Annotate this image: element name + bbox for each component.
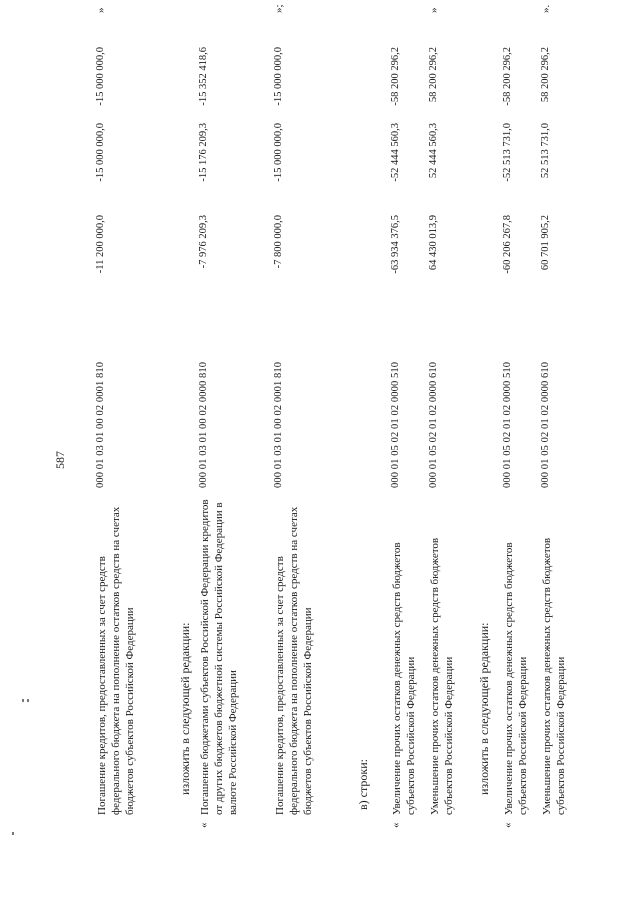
row-description: Погашение кредитов, предоставленных за счет средств федерального бюджета на пополнение остатков средств на счетах бюджетов субъектов Российской Федерации: [96, 506, 136, 815]
opening-quote: «: [198, 822, 210, 828]
opening-quote: «: [390, 822, 402, 828]
value-year-3: 58 200 296,2: [540, 47, 551, 103]
scan-speck: [22, 699, 24, 702]
budget-code: 000 01 05 02 01 02 0000 610: [428, 361, 439, 488]
value-year-2: -15 000 000,0: [273, 123, 284, 182]
row-description: Уменьшение прочих остатков денежных средств бюджетов субъектов Российской Федерации: [429, 537, 455, 815]
value-year-2: -52 513 731,0: [502, 123, 513, 182]
scan-speck: [27, 699, 29, 702]
value-year-3: -15 352 418,6: [198, 47, 209, 106]
value-year-1: -11 200 000,0: [95, 215, 106, 274]
value-year-3: -15 000 000,0: [273, 47, 284, 106]
value-year-2: 52 444 560,3: [428, 123, 439, 179]
value-year-3: -15 000 000,0: [95, 47, 106, 106]
budget-code: 000 01 05 02 01 02 0000 610: [540, 361, 551, 488]
closing-quote: »: [95, 7, 107, 13]
row-description: Уменьшение прочих остатков денежных средств бюджетов субъектов Российской Федерации: [541, 537, 567, 815]
page-number: 587: [53, 451, 67, 469]
scan-speck: [12, 832, 14, 835]
opening-quote: «: [502, 822, 514, 828]
budget-code: 000 01 05 02 01 02 0000 510: [502, 361, 513, 488]
value-year-3: -58 200 296,2: [502, 47, 513, 106]
section-subheading: в) строки:: [356, 759, 370, 810]
value-year-1: 60 701 905,2: [540, 215, 551, 271]
budget-code: 000 01 03 01 00 02 0001 810: [273, 361, 284, 488]
row-description: Погашение бюджетами субъектов Российской Федерации кредитов от других бюджетов бюджетной системы Российской Федерации в валюте Российской Федерации: [199, 499, 239, 815]
value-year-2: -52 444 560,3: [390, 123, 401, 182]
value-year-2: -15 000 000,0: [95, 123, 106, 182]
closing-quote: »;: [273, 4, 285, 13]
value-year-3: -58 200 296,2: [390, 47, 401, 106]
closing-quote: »: [428, 7, 440, 13]
section-heading: изложить в следующей редакции:: [178, 622, 192, 795]
value-year-2: -15 176 209,3: [198, 123, 209, 182]
section-heading: изложить в следующей редакции:: [477, 622, 491, 795]
row-description: Увеличение прочих остатков денежных средств бюджетов субъектов Российской Федерации: [391, 542, 417, 815]
value-year-1: -63 934 376,5: [390, 215, 401, 274]
row-description: Погашение кредитов, предоставленных за счет средств федерального бюджета на пополнение остатков средств на счетах бюджетов субъектов Российской Федерации: [274, 506, 314, 815]
value-year-1: -60 206 267,8: [502, 215, 513, 274]
value-year-3: 58 200 296,2: [428, 47, 439, 103]
value-year-1: 64 430 013,9: [428, 215, 439, 271]
value-year-1: -7 976 209,3: [198, 215, 209, 269]
value-year-2: 52 513 731,0: [540, 123, 551, 179]
budget-code: 000 01 03 01 00 02 0001 810: [95, 361, 106, 488]
row-description: Увеличение прочих остатков денежных средств бюджетов субъектов Российской Федерации: [503, 542, 529, 815]
closing-quote: ».: [540, 4, 552, 13]
value-year-1: -7 800 000,0: [273, 215, 284, 269]
budget-code: 000 01 03 01 00 02 0000 810: [198, 361, 209, 488]
budget-code: 000 01 05 02 01 02 0000 510: [390, 361, 401, 488]
